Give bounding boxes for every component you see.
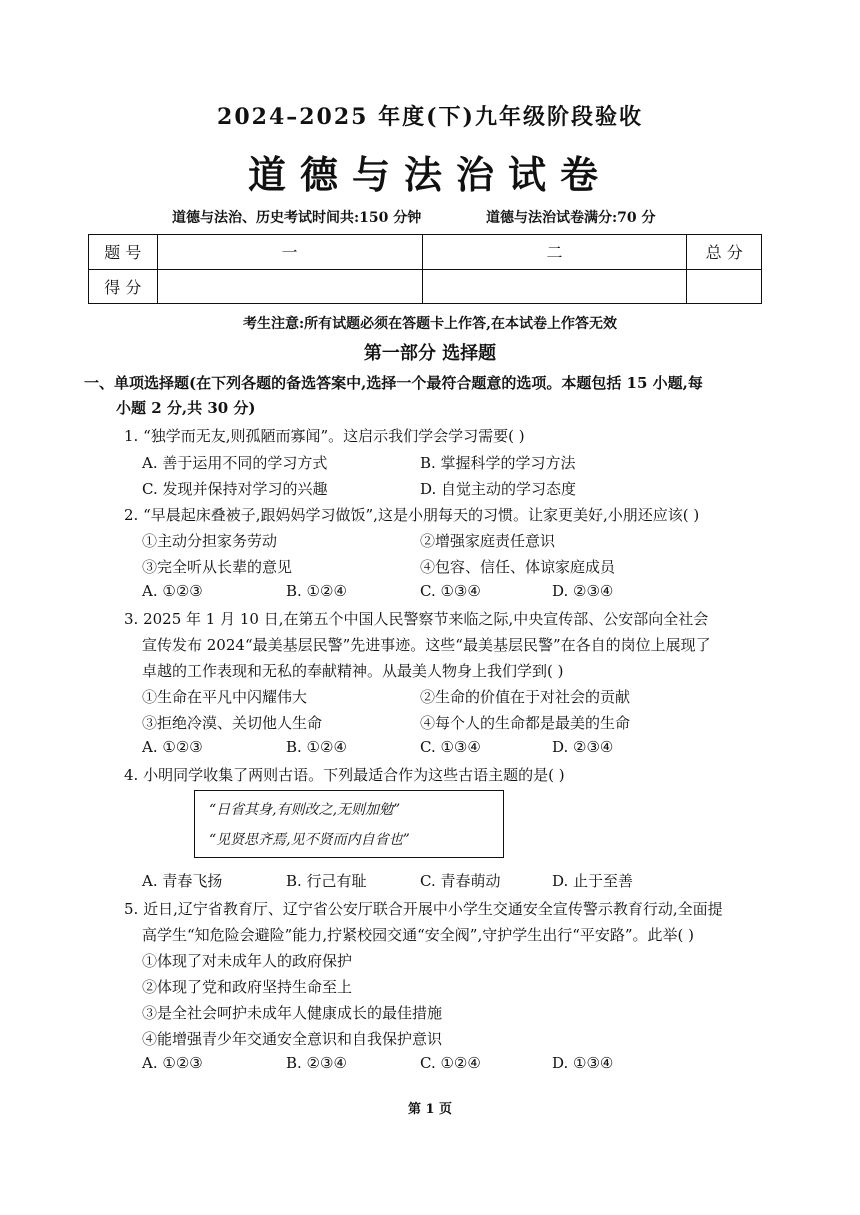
q3-stem-line1: 3. 2025 年 1 月 10 日,在第五个中国人民警察节来临之际,中央宣传部、公安部向全社会 [124, 610, 709, 628]
part-title: 第一部分 选择题 [363, 343, 497, 364]
q1-option-b: B. 掌握科学的学习方法 [420, 454, 576, 472]
q3-option-a: A. ①②③ [142, 738, 203, 756]
score-table-score-row [89, 269, 762, 304]
q5-option-c: C. ①②④ [420, 1054, 481, 1072]
q1-option-d: D. 自觉主动的学习态度 [420, 480, 577, 498]
exam-notice: 考生注意:所有试题必须在答题卡上作答,在本试卷上作答无效 [242, 316, 618, 332]
exam-title: 道德与法治试卷 [247, 152, 612, 197]
score-table-header-row [89, 235, 762, 270]
q2-statement-4: ④包容、信任、体谅家庭成员 [420, 558, 616, 576]
exam-time-info: 道德与法治、历史考试时间共:150 分钟 [172, 210, 422, 226]
q3-statement-1: ①生命在平凡中闪耀伟大 [142, 688, 308, 706]
score-cell-total [687, 269, 762, 304]
score-table-part-two: 二 [422, 235, 687, 270]
q3-option-b: B. ①②④ [286, 738, 347, 756]
q2-stem: 2. “早晨起床叠被子,跟妈妈学习做饭”,这是小朋每天的习惯。让家更美好,小朋还应该( ) [124, 506, 700, 524]
q3-statement-4: ④每个人的生命都是最美的生命 [420, 714, 631, 732]
q5-option-b: B. ②③④ [286, 1054, 347, 1072]
page-number: 第 1 页 [407, 1102, 453, 1117]
q5-statement-2: ②体现了党和政府坚持生命至上 [142, 978, 353, 996]
q2-option-a: A. ①②③ [142, 582, 203, 600]
q4-option-c: C. 青春萌动 [420, 872, 501, 890]
q4-option-b: B. 行己有耻 [286, 872, 367, 890]
q5-statement-3: ③是全社会呵护未成年人健康成长的最佳措施 [142, 1004, 443, 1022]
q2-statement-2: ②增强家庭责任意识 [420, 532, 556, 550]
score-table-total: 总 分 [687, 235, 762, 270]
q5-option-a: A. ①②③ [142, 1054, 203, 1072]
score-cell-part-one [157, 269, 422, 304]
q1-stem: 1. “独学而无友,则孤陋而寡闻”。这启示我们学会学习需要( ) [124, 427, 525, 445]
q4-quote-box [194, 790, 504, 858]
score-table-part-one: 一 [157, 235, 422, 270]
q3-option-c: C. ①③④ [420, 738, 481, 756]
q3-statement-3: ③拒绝冷漠、关切他人生命 [142, 714, 323, 732]
section-heading-line2: 小题 2 分,共 30 分) [116, 399, 256, 417]
exam-subtitle: 2024–2025 年度(下)九年级阶段验收 [217, 104, 643, 130]
q3-option-d: D. ②③④ [552, 738, 614, 756]
q3-stem-line2: 宣传发布 2024“最美基层民警”先进事迹。这些“最美基层民警”在各自的岗位上展现了 [142, 636, 711, 654]
q2-option-b: B. ①②④ [286, 582, 347, 600]
q5-stem-line1: 5. 近日,辽宁省教育厅、辽宁省公安厅联合开展中小学生交通安全宣传警示教育行动,全面提 [124, 900, 723, 918]
q4-stem: 4. 小明同学收集了两则古语。下列最适合作为这些古语主题的是( ) [124, 766, 565, 784]
q4-option-a: A. 青春飞扬 [142, 872, 223, 890]
section-heading-line1: 一、单项选择题(在下列各题的备选答案中,选择一个最符合题意的选项。本题包括 15 小题,每 [84, 374, 703, 392]
q2-statement-1: ①主动分担家务劳动 [142, 532, 278, 550]
q5-stem-line2: 高学生“知危险会避险”能力,拧紧校园交通“安全阀”,守护学生出行“平安路”。此举( ) [142, 926, 695, 944]
q4-quote-1: “日省其身,有则改之,无则加勉” [209, 802, 401, 818]
q5-statement-4: ④能增强青少年交通安全意识和自我保护意识 [142, 1030, 443, 1048]
q1-option-c: C. 发现并保持对学习的兴趣 [142, 480, 328, 498]
exam-score-info: 道德与法治试卷满分:70 分 [486, 210, 656, 226]
q5-statement-1: ①体现了对未成年人的政府保护 [142, 952, 353, 970]
q3-statement-2: ②生命的价值在于对社会的贡献 [420, 688, 631, 706]
q2-option-d: D. ②③④ [552, 582, 614, 600]
q5-option-d: D. ①③④ [552, 1054, 614, 1072]
score-table-label-score: 得 分 [89, 269, 158, 304]
score-table-label-question: 题 号 [89, 235, 158, 270]
q2-option-c: C. ①③④ [420, 582, 481, 600]
q2-statement-3: ③完全听从长辈的意见 [142, 558, 293, 576]
q3-stem-line3: 卓越的工作表现和无私的奉献精神。从最美人物身上我们学到( ) [142, 662, 564, 680]
q4-quote-2: “见贤思齐焉,见不贤而内自省也” [209, 832, 410, 848]
score-cell-part-two [422, 269, 687, 304]
q4-option-d: D. 止于至善 [552, 872, 634, 890]
score-table [88, 234, 762, 304]
q1-option-a: A. 善于运用不同的学习方式 [142, 454, 328, 472]
